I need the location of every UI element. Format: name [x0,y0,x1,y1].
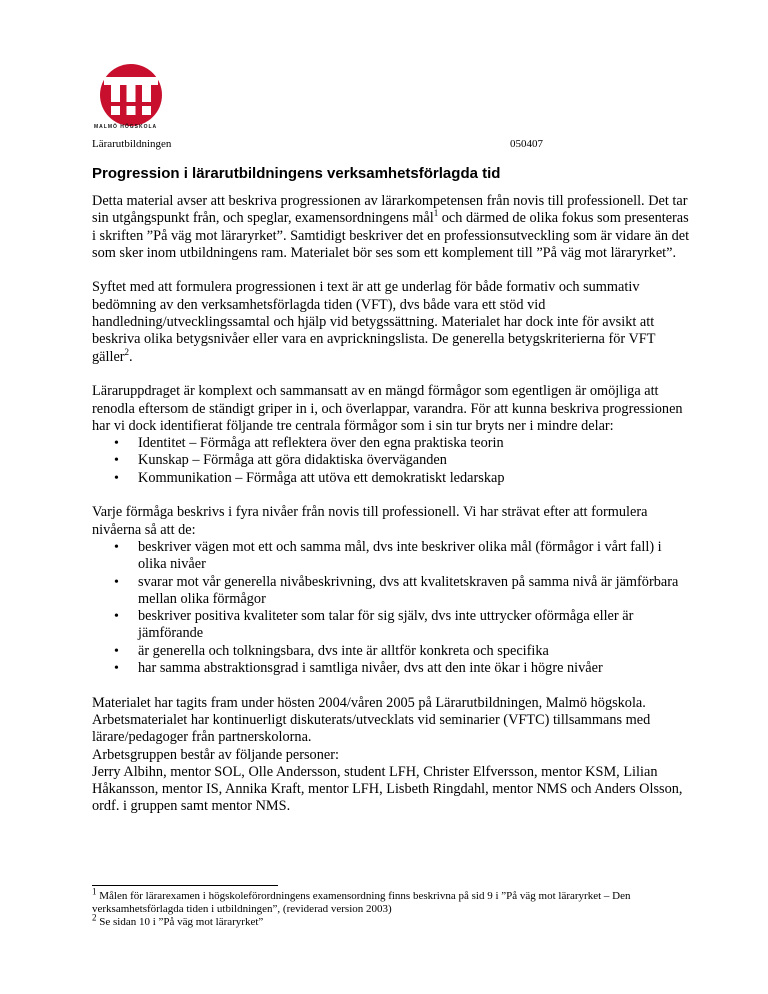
paragraph-levels: Varje förmåga beskrivs i fyra nivåer från novis till professionell. Vi har strävat efter att formulera nivåerna så att de: [92,504,648,538]
footnote-1: $^1$ Målen för lärarexamen i högskoleförordningens examensordning finns beskrivna på sid 9 i ”På väg mot läraryrket – Den verksamhetsförlagda tiden i utbildningen”, (reviderad version 2003) [92,886,631,915]
header-department: Lärarutbildningen [92,138,172,150]
footnote-divider [92,885,278,886]
levels-section [92,504,692,677]
footnote-ref-2: 2 [124,346,130,357]
list-item: • Kunskap – Förmåga att göra didaktiska överväganden [114,452,692,469]
list-item: • beskriver positiva kvaliteter som talar för sig själv, dvs inte uttrycker oförmåga eller är jämförande [114,608,692,643]
paragraph-origin: Materialet har tagits fram under hösten 2004/våren 2005 på Lärarutbildningen, Malmö högskola. Arbetsmaterialet har kontinuerligt diskuterats/utvecklats vid seminarier (VFTC) tillsammans med lärare/pedagoger från partnerskolorna. [92,694,651,746]
logo-text: MALMÖ HÖGSKOLA [94,124,158,130]
abilities-list [92,435,692,487]
list-item: • Kommunikation – Förmåga att utöva ett demokratiskt ledarskap [114,470,692,487]
paragraph-group-heading: Arbetsgruppen består av följande personer: [92,746,339,763]
paragraph-intro: Detta material avser att beskriva progressionen av lärarkompetensen från novis till professionell. Det tar sin utgångspunkt från, och speglar, examensordningens mål$^1$ och därmed de olika fokus som presenteras i skriften ”På väg mot läraryrket”. Samtidigt beskriver det en professionsutveckling som är vidare än det som sker inom utbildningens ram. Materialet bör ses som ett komplement till ”På väg mot läraryrket”. [92,193,690,261]
list-item: • Identitet – Förmåga att reflektera över den egna praktiska teorin [114,435,692,452]
list-item: • har samma abstraktionsgrad i samtliga nivåer, dvs att den inte ökar i högre nivåer [114,660,692,677]
paragraph-abilities: Läraruppdraget är komplext och sammansatt av en mängd förmågor som egentligen är omöjliga att renodla eftersom de ständigt griper in i, och överlappar, varandra. För att kunna beskriva progressionen har vi dock identifierat följande tre centrala förmågor som i sin tur bryts ner i mindre delar: [92,383,683,434]
list-item: • är generella och tolkningsbara, dvs inte är alltför konkreta och specifika [114,643,692,660]
footnote-2: $^2$ Se sidan 10 i ”På väg mot läraryrket” [92,912,264,928]
header-date: 050407 [510,138,543,150]
list-item: • beskriver vägen mot ett och samma mål, dvs inte beskriver olika mål (förmågor i vårt fall) i olika nivåer [114,539,692,574]
paragraph-members: Jerry Albihn, mentor SOL, Olle Andersson, student LFH, Christer Elfversson, mentor KSM, Lilian Håkansson, mentor IS, Annika Kraft, mentor LFH, Lisbeth Ringdahl, mentor NMS och Anders Olsson, ordf. i gruppen samt mentor NMS. [92,763,683,815]
paragraph-purpose: Syftet med att formulera progressionen i text är att ge underlag för både formativ och summativ bedömning av den verksamhetsförlagda tiden (VFT), dvs både vara ett stöd vid handledning/utvecklingssamtal och hjälp vid betygssättning. Materialet har dock inte för avsikt att beskriva olika betygsnivåer eller vara en avprickningslista. De generella betygskriterierna för VFT gäller$^2$. [92,279,656,365]
working-group-section [92,695,692,816]
document-title: Progression i lärarutbildningens verksamhetsförlagda tid [92,165,501,182]
footnote-ref-1: 1 [433,208,439,219]
levels-list [92,539,692,677]
document-body [92,193,692,833]
list-item: • svarar mot vår generella nivåbeskrivning, dvs att kvalitetskraven på samma nivå är jämförbara mellan olika förmågor [114,574,692,609]
abilities-section [92,383,692,487]
malmo-hogskola-logo-icon [95,62,167,132]
footnotes [92,886,682,929]
